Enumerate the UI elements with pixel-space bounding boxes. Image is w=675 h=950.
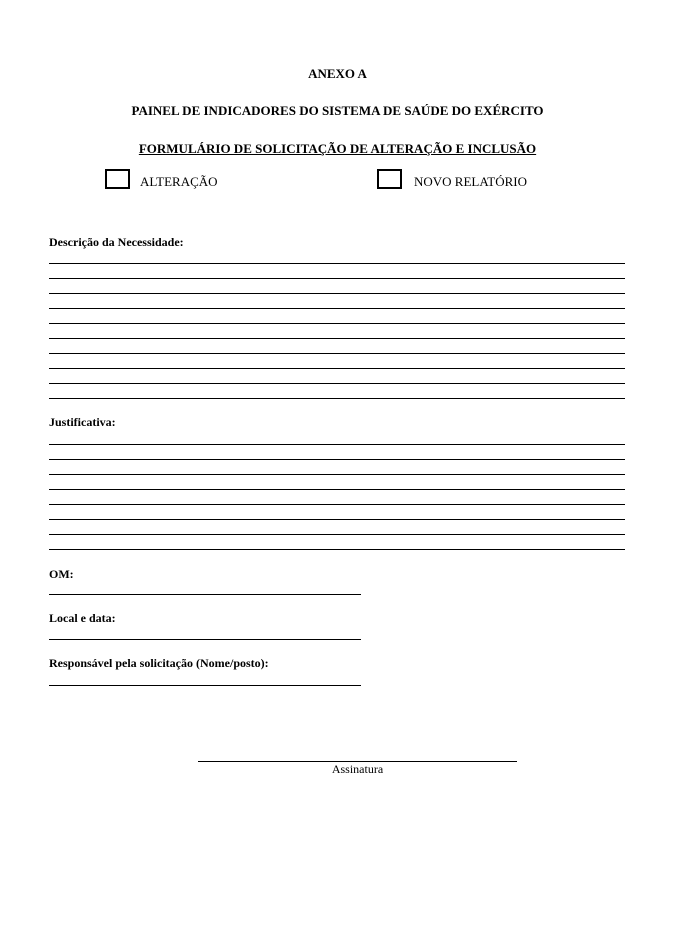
justificativa-line[interactable] — [49, 519, 625, 520]
novo-relatorio-checkbox[interactable] — [377, 169, 402, 189]
descricao-line[interactable] — [49, 293, 625, 294]
justificativa-line[interactable] — [49, 444, 625, 445]
descricao-line[interactable] — [49, 398, 625, 399]
descricao-line[interactable] — [49, 323, 625, 324]
descricao-line[interactable] — [49, 263, 625, 264]
signature-label: Assinatura — [331, 762, 384, 776]
annex-title: ANEXO A — [308, 66, 367, 81]
descricao-line[interactable] — [49, 308, 625, 309]
justificativa-line[interactable] — [49, 534, 625, 535]
descricao-line[interactable] — [49, 338, 625, 339]
justificativa-line[interactable] — [49, 459, 625, 460]
justificativa-line[interactable] — [49, 549, 625, 550]
justificativa-line[interactable] — [49, 504, 625, 505]
local-data-line[interactable] — [49, 639, 361, 640]
novo-relatorio-label: NOVO RELATÓRIO — [414, 174, 528, 189]
descricao-line[interactable] — [49, 368, 625, 369]
justificativa-label: Justificativa: — [49, 415, 116, 429]
panel-title: PAINEL DE INDICADORES DO SISTEMA DE SAÚDE DO EXÉRCITO — [131, 103, 544, 118]
descricao-label: Descrição da Necessidade: — [49, 235, 184, 249]
justificativa-line[interactable] — [49, 489, 625, 490]
descricao-line[interactable] — [49, 383, 625, 384]
justificativa-line[interactable] — [49, 474, 625, 475]
form-title: FORMULÁRIO DE SOLICITAÇÃO DE ALTERAÇÃO E INCLUSÃO — [138, 141, 537, 156]
responsavel-label: Responsável pela solicitação (Nome/posto): — [49, 656, 269, 670]
local-data-label: Local e data: — [49, 611, 116, 625]
alteracao-checkbox[interactable] — [105, 169, 130, 189]
om-line[interactable] — [49, 594, 361, 595]
responsavel-line[interactable] — [49, 685, 361, 686]
descricao-line[interactable] — [49, 278, 625, 279]
descricao-line[interactable] — [49, 353, 625, 354]
alteracao-label: ALTERAÇÃO — [140, 174, 218, 189]
om-label: OM: — [49, 567, 74, 581]
